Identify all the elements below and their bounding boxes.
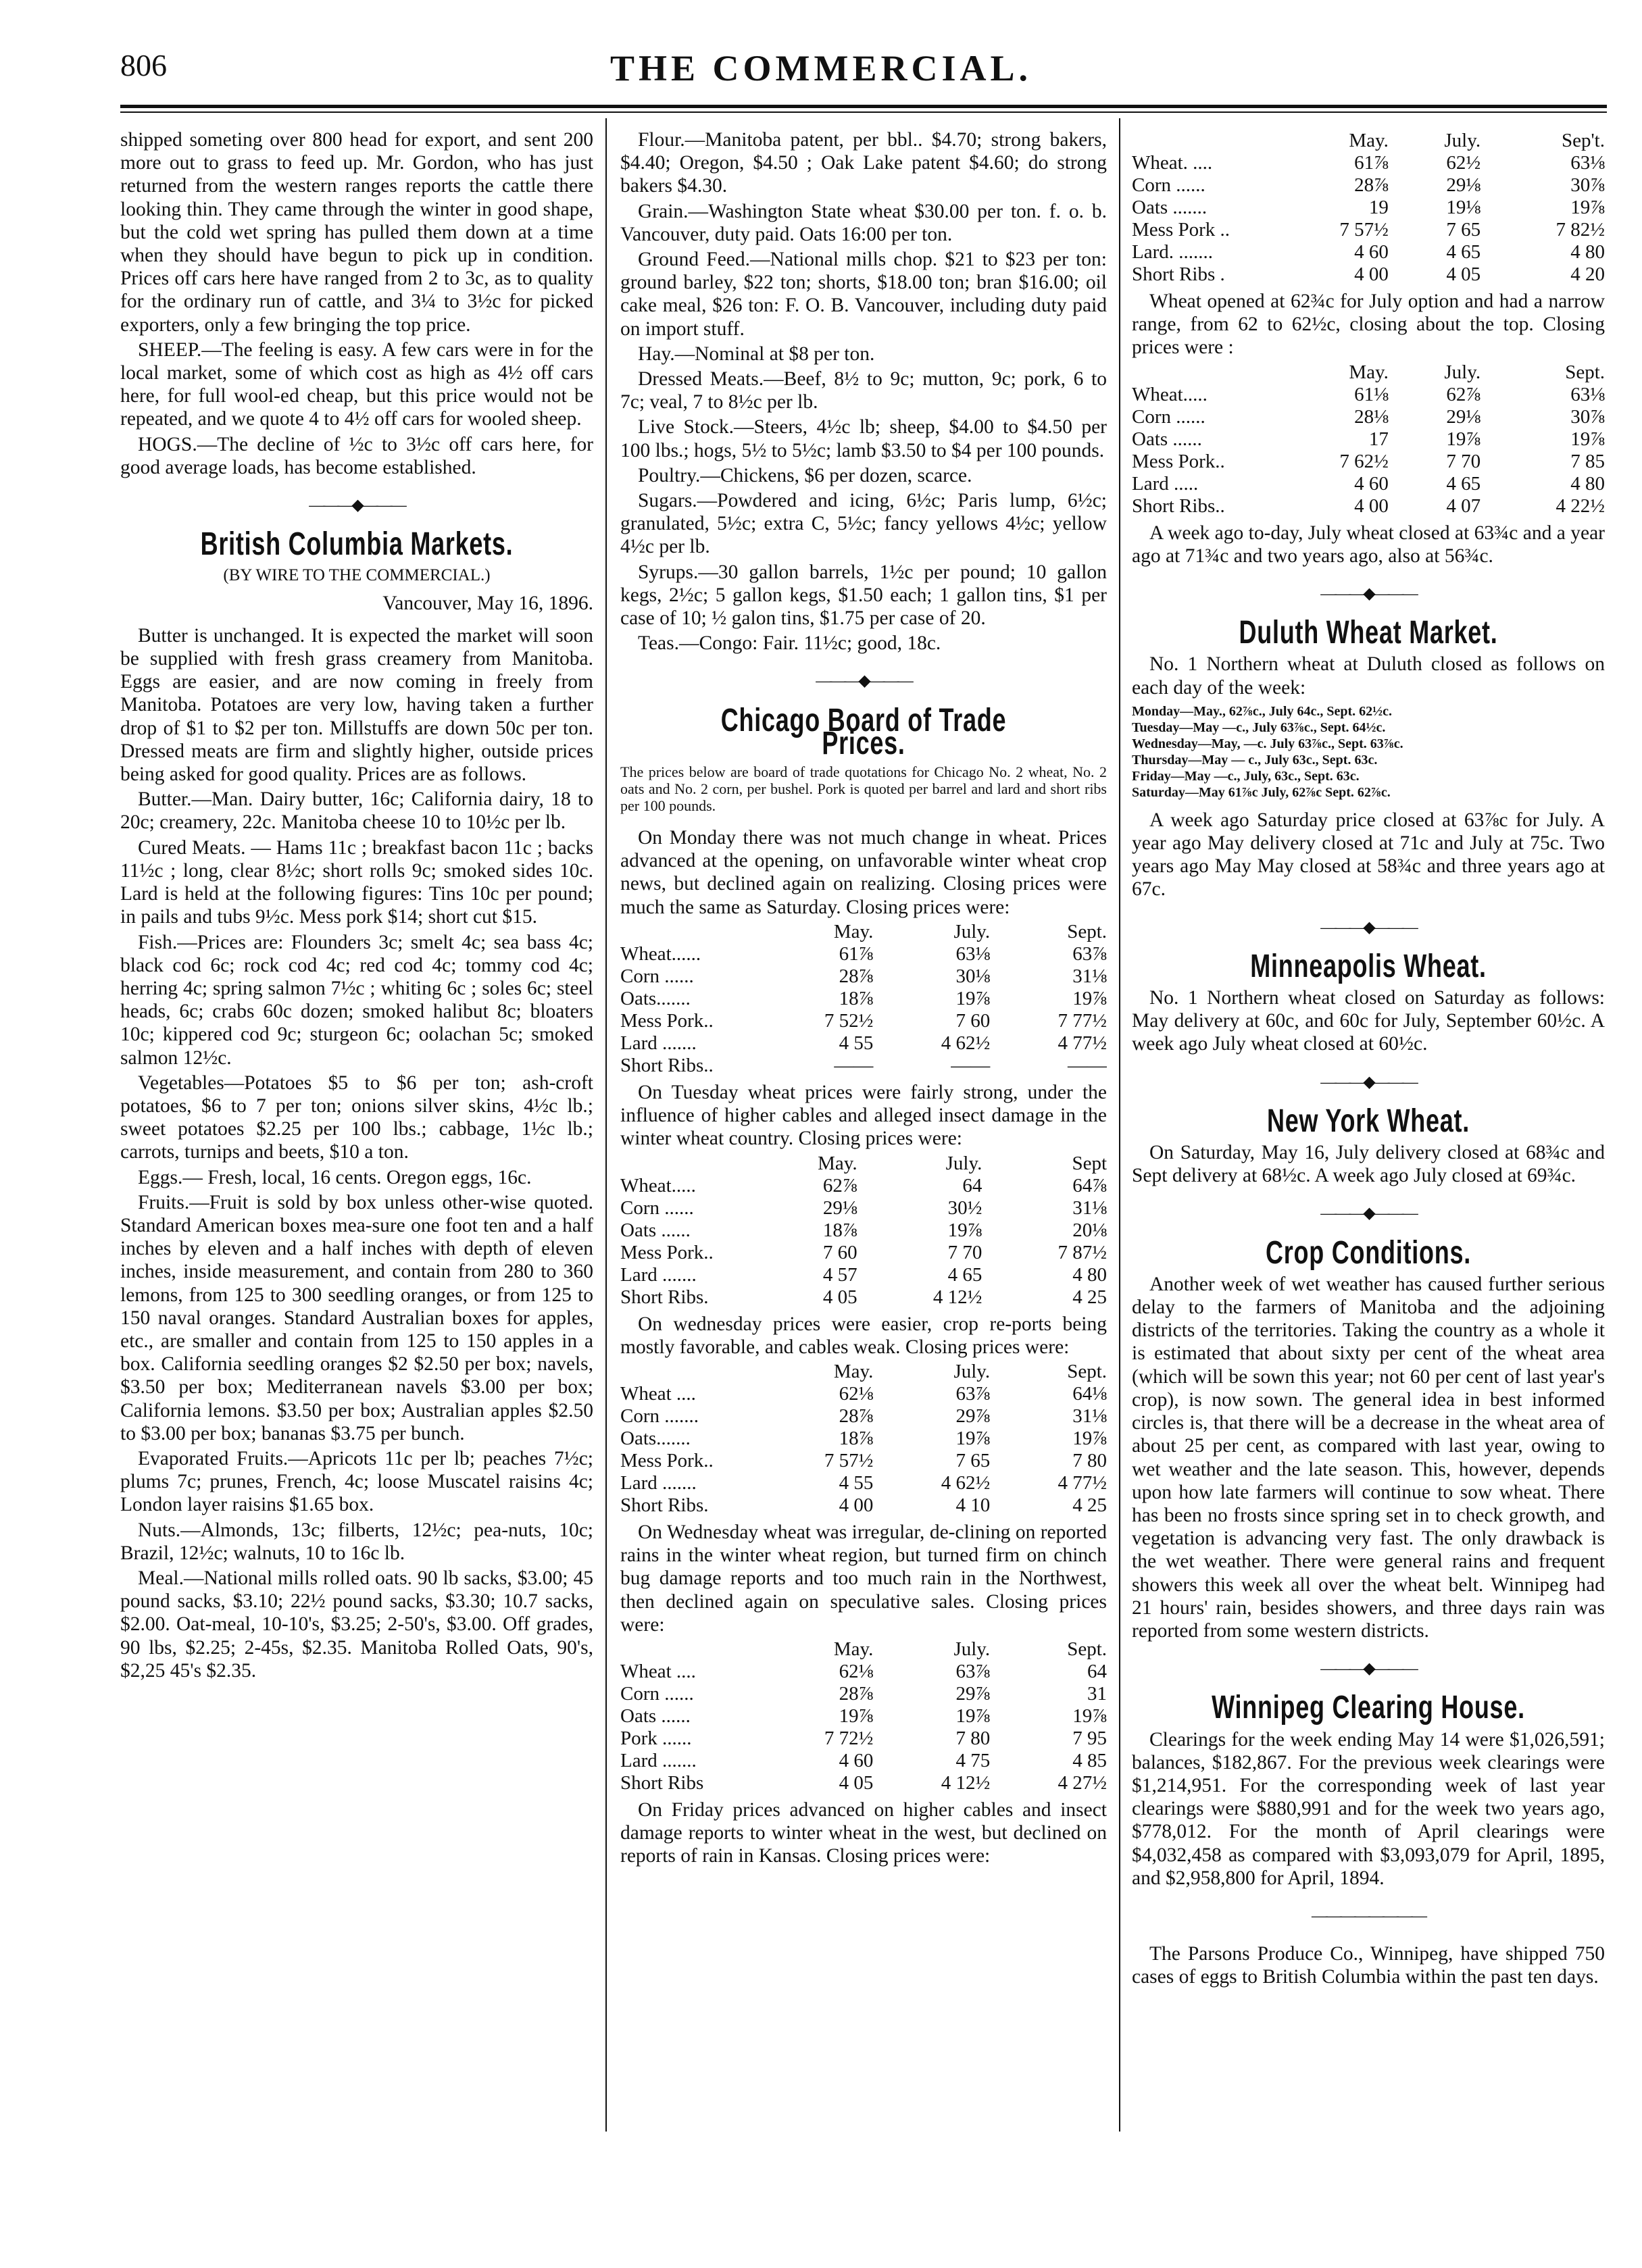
price-cell: 7 65	[1446, 219, 1481, 241]
price-cell: 31⅛	[1072, 1405, 1107, 1427]
bc-markets-heading: British Columbia Markets.	[200, 526, 514, 563]
table-row	[1132, 263, 1605, 286]
price-cell: 4 00	[1354, 263, 1389, 285]
price-table-wednesday	[620, 1361, 1107, 1517]
table-row	[1132, 152, 1605, 174]
price-cell: 30⅛	[955, 965, 991, 987]
table-row	[1132, 495, 1605, 518]
table-header-cell	[620, 1638, 757, 1661]
price-cell: ——	[834, 1054, 874, 1076]
price-cell: 19⅞	[955, 1427, 991, 1449]
price-cell: 7 80	[1072, 1449, 1107, 1471]
duluth-summary-paragraph: A week ago Saturday price closed at 63⅞c for July. A year ago May delivery closed at 71c and July at 75c. Two years ago May May closed at 58¾c and three years ago at 67c.	[1132, 809, 1605, 901]
table-header-cell: July.	[953, 1638, 991, 1660]
price-cell: 4 05	[1446, 263, 1481, 285]
minneapolis-paragraph: No. 1 Northern wheat closed on Saturday as follows: May delivery at 60c, and 60c for July, September 60½c. A week ago July wheat closed at 60½c.	[1132, 987, 1605, 1055]
week-ago-paragraph: A week ago to-day, July wheat closed at 63¾c and a year ago at 71¾c and two years ago, also at 56¾c.	[1132, 522, 1605, 567]
commodity-cell: Lard. .......	[1132, 241, 1213, 263]
table-row	[620, 1175, 1107, 1197]
table-row	[620, 1772, 1107, 1794]
table-header-cell: Sept	[1072, 1152, 1107, 1174]
price-cell: 61⅞	[1354, 152, 1389, 174]
price-cell: 4 80	[1570, 472, 1605, 495]
winnipeg-clearing-paragraph: Clearings for the week ending May 14 were $1,026,591; balances, $182,867. For the previous week clearings were $1,214,951. For the corresponding week of last year clearings were $880,991 and for the week two years ago, $778,012. For the month of April clearings were $4,032,458 as compared with $3,093,079 for April, 1895, and $2,958,800 for April, 1894.	[1132, 1728, 1605, 1889]
price-cell: 62⅛	[839, 1382, 874, 1405]
table-row	[620, 1286, 1107, 1309]
ornament-rule: ————————	[1312, 1907, 1425, 1925]
ground-feed-paragraph: Ground Feed.—National mills chop. $21 to $23 per ton: ground barley, $22 ton; shorts, $18.00 ton; bran $16.00; oil cake meal, $26 ton: F. O. B. Vancouver, including duty paid on import stuff.	[620, 249, 1107, 340]
table-row	[1132, 174, 1605, 197]
price-cell: 4 57	[822, 1263, 857, 1286]
new-york-heading: New York Wheat.	[1267, 1103, 1470, 1139]
bc-dateline: Vancouver, May 16, 1896.	[382, 592, 593, 614]
price-cell: 4 80	[1072, 1263, 1107, 1286]
meal-paragraph: Meal.—National mills rolled oats. 90 lb sacks, $3.00; 45 pound sacks, $3.10; 22½ pound sacks, $3.30; 10.7 sacks, $2.00. Oat-meal, 10-10's, $3.25; 2-50's, $3.00. Off grades, 90 lbs, $2.25; 2-45s, $2.35. Manitoba Rolled Oats, 90's, $2,25 45's $2.35.	[120, 1567, 593, 1682]
price-cell: 7 87½	[1058, 1241, 1107, 1263]
table-header-cell: Sept.	[1565, 361, 1605, 383]
table-header-cell	[620, 1361, 757, 1383]
commodity-cell: Corn ......	[1132, 174, 1205, 196]
table-row	[1132, 473, 1605, 495]
table-header-row	[620, 921, 1107, 943]
price-cell: 19⅛	[1446, 197, 1481, 218]
price-cell: 7 60	[955, 1009, 991, 1032]
column-divider	[605, 118, 607, 2132]
table-row	[620, 1010, 1107, 1032]
table-row	[620, 965, 1107, 988]
table-row	[620, 988, 1107, 1010]
saturday-paragraph: Wheat opened at 62¾c for July option and had a narrow range, from 62 to 62½c, closing about the top. Closing prices were :	[1132, 291, 1605, 359]
ornament-rule: ———◆———	[1320, 918, 1416, 936]
commodity-cell: Lard .....	[1132, 472, 1199, 495]
price-cell: 19⅞	[1570, 428, 1605, 450]
table-row	[1132, 384, 1605, 406]
hay-paragraph: Hay.—Nominal at $8 per ton.	[638, 343, 875, 365]
price-cell: 19⅞	[1570, 197, 1605, 218]
price-cell: 7 82½	[1556, 219, 1605, 241]
price-cell: 4 62½	[941, 1032, 991, 1054]
table-header-cell: Sep't.	[1561, 130, 1605, 151]
ornament-rule: ———◆———	[1320, 1660, 1416, 1678]
price-cell: 4 77½	[1058, 1471, 1107, 1494]
price-cell: 4 55	[839, 1471, 874, 1494]
table-header-cell: Sept.	[1067, 1638, 1107, 1660]
table-header-cell: May.	[818, 1152, 857, 1174]
column-1	[120, 128, 593, 2128]
table-header-cell: May.	[833, 1360, 874, 1382]
table-row	[620, 1383, 1107, 1405]
commodity-cell: Wheat.....	[1132, 383, 1208, 405]
hogs-paragraph: HOGS.—The decline of ½c to 3½c off cars here, for good average loads, has become established.	[120, 433, 593, 478]
price-cell: 64	[1087, 1660, 1107, 1682]
price-cell: 29⅛	[822, 1196, 857, 1219]
price-cell: 4 60	[839, 1749, 874, 1771]
price-table-thursday	[620, 1638, 1107, 1794]
commodity-cell: Wheat.....	[620, 1174, 696, 1196]
page-number: 806	[120, 48, 167, 82]
table-header-cell	[1132, 130, 1264, 152]
price-cell: 4 22½	[1556, 495, 1605, 517]
ornament-rule: ———◆———	[309, 497, 405, 515]
price-cell: 64	[962, 1174, 982, 1196]
table-header-cell: May.	[1349, 361, 1389, 383]
price-cell: 29⅞	[955, 1405, 991, 1427]
ornament-rule: ———◆———	[1320, 1205, 1416, 1223]
table-row	[620, 1750, 1107, 1772]
price-cell: 4 00	[1354, 495, 1389, 517]
commodity-cell: Short Ribs.	[620, 1494, 709, 1516]
crop-conditions-heading: Crop Conditions.	[1266, 1234, 1471, 1271]
price-cell: 7 62½	[1339, 450, 1389, 472]
price-cell: 7 57½	[824, 1449, 874, 1471]
commodity-cell: Corn ......	[620, 965, 694, 987]
bc-subheading: (BY WIRE TO THE COMMERCIAL.)	[223, 566, 491, 585]
price-cell: 7 57½	[1339, 219, 1389, 241]
price-cell: 4 05	[822, 1286, 857, 1308]
price-cell: 18⅞	[839, 1427, 874, 1449]
commodity-cell: Lard .......	[620, 1032, 697, 1054]
table-row	[1132, 451, 1605, 473]
cattle-paragraph: shipped someting over 800 head for export, and sent 200 more out to grass to feed up. Mr. Gordon, who has just returned from the western ranges reports the cattle there looking thin. They came through the winter in good shape, but the cold wet spring has pulled them down at a time when they should have begun to pick up in condition. Prices off cars here have ranged from 2 to 3c, as to quality for the ordinary run of cattle, and 3¼ to 3½c for picked exporters, only a few bringing the top price.	[120, 129, 593, 336]
table-row	[620, 1661, 1107, 1683]
price-cell: 4 55	[839, 1032, 874, 1054]
teas-paragraph: Teas.—Congo: Fair. 11½c; good, 18c.	[638, 632, 941, 655]
table-row	[620, 1450, 1107, 1472]
vegetables-paragraph: Vegetables—Potatoes $5 to $6 per ton; ash-croft potatoes, $6 to 7 per ton; onions silver skins, 4½c lb.; sweet potatoes $2.25 per 100 lbs.; cabbage, 1½c lb.; carrots, turnips and beets, $10 a ton.	[120, 1072, 593, 1163]
price-table-monday	[620, 921, 1107, 1077]
price-cell: 29⅛	[1446, 174, 1481, 196]
duluth-day-line: Monday—May., 62⅞c., July 64c., Sept. 62½c.	[1132, 703, 1392, 719]
commodity-cell: Wheat. ....	[1132, 152, 1213, 174]
commodity-cell: Wheat......	[620, 942, 701, 965]
price-cell: 7 85	[1570, 450, 1605, 472]
price-cell: 4 65	[947, 1263, 982, 1286]
table-row	[1132, 406, 1605, 428]
price-cell: 4 25	[1072, 1286, 1107, 1308]
price-cell: 17	[1368, 428, 1389, 450]
duluth-daily-list	[1132, 703, 1605, 801]
table-header-cell	[620, 1153, 757, 1175]
price-cell: 4 07	[1446, 495, 1481, 517]
column-divider	[1119, 118, 1120, 2132]
table-row	[1132, 197, 1605, 219]
table-header-cell: May.	[1349, 130, 1389, 151]
table-row	[1132, 428, 1605, 451]
commodity-cell: Oats.......	[620, 1427, 691, 1449]
thursday-paragraph: On Wednesday wheat was irregular, de-clining on reported rains in the winter wheat region, but turned firm on chinch bug damage reports and too much rain in the Northwest, then declined again on speculative sales. Closing prices were:	[620, 1521, 1107, 1636]
header-rule-thin	[120, 111, 1607, 113]
table-row	[1132, 241, 1605, 263]
chicago-note: The prices below are board of trade quotations for Chicago No. 2 wheat, No. 2 oats and No. 2 corn, per bushel. Pork is quoted per barrel and lard and short ribs per 100 pounds.	[620, 763, 1107, 815]
table-row	[620, 1197, 1107, 1219]
commodity-cell: Short Ribs .	[1132, 263, 1225, 285]
duluth-day-line: Friday—May —c., July, 63c., Sept. 63c.	[1132, 768, 1360, 784]
sheep-paragraph: SHEEP.—The feeling is easy. A few cars were in for the local market, some of which cost as high as 4½ off cars here, for full wool-ed cheap, but this price would not be repeated, and we quote 4 to 4½ off cars for wooled sheep.	[120, 338, 593, 430]
price-cell: 4 00	[839, 1494, 874, 1516]
table-header-row	[620, 1361, 1107, 1383]
syrups-paragraph: Syrups.—30 gallon barrels, 1½c per pound; 10 gallon kegs, 2½c; 5 gallon kegs, $1.50 each; 1 gallon tins, $1 per case of 10; ½ galon tins, $1.75 per case of 20.	[620, 561, 1107, 630]
price-cell: 7 52½	[824, 1009, 874, 1032]
price-cell: 7 70	[1446, 450, 1481, 472]
price-cell: 28⅞	[839, 1682, 874, 1705]
commodity-cell: Corn ......	[620, 1682, 694, 1705]
table-header-row	[1132, 130, 1605, 152]
table-row	[620, 1705, 1107, 1728]
commodity-cell: Mess Pork..	[620, 1241, 714, 1263]
cured-meats-paragraph: Cured Meats. — Hams 11c ; breakfast bacon 11c ; backs 11½c ; long, clear 8½c; short rolls 9c; smoked sides 10c. Lard is held at the following figures: Tins 10c per pound; in pails and tubs 9½c. Mess pork $14; short cut $15.	[120, 836, 593, 928]
price-cell: 7 80	[955, 1727, 991, 1749]
commodity-cell: Oats.......	[620, 987, 691, 1009]
commodity-cell: Short Ribs.	[620, 1286, 709, 1308]
price-cell: 63⅞	[1072, 942, 1107, 965]
price-cell: 18⅞	[839, 987, 874, 1009]
table-header-row	[1132, 361, 1605, 384]
commodity-cell: Pork ......	[620, 1727, 692, 1749]
monday-paragraph: On Monday there was not much change in wheat. Prices advanced at the opening, on unfavorable winter wheat crop news, but declined again on realizing. Closing prices were much the same as Saturday. Closing prices were:	[620, 827, 1107, 918]
duluth-day-line: Saturday—May 61⅞c July, 62⅞c Sept. 62⅞c.	[1132, 784, 1391, 800]
price-cell: 61⅛	[1354, 383, 1389, 405]
table-header-cell: May.	[833, 920, 874, 942]
commodity-cell: Oats .......	[1132, 197, 1208, 218]
price-cell: 63⅛	[955, 942, 991, 965]
price-cell: 29⅛	[1446, 405, 1481, 428]
duluth-day-line: Thursday—May — c., July 63c., Sept. 63c.	[1132, 752, 1378, 767]
price-cell: 7 65	[955, 1449, 991, 1471]
live-stock-paragraph: Live Stock.—Steers, 4½c lb; sheep, $4.00 to $4.50 per 100 lbs.; hogs, 5½ to 5½c; lamb $3.50 to $4 per 100 pounds.	[620, 416, 1107, 461]
column-3	[1132, 128, 1605, 2128]
price-cell: 28⅞	[1354, 174, 1389, 196]
price-cell: 28⅞	[839, 1405, 874, 1427]
table-row	[620, 1472, 1107, 1494]
commodity-cell: Mess Pork ..	[1132, 219, 1230, 241]
table-row	[620, 1219, 1107, 1242]
nuts-paragraph: Nuts.—Almonds, 13c; filberts, 12½c; pea-nuts, 10c; Brazil, 12½c; walnuts, 10 to 16c lb.	[120, 1519, 593, 1564]
commodity-cell: Corn .......	[620, 1405, 699, 1427]
price-cell: 4 85	[1072, 1749, 1107, 1771]
chicago-heading: Chicago Board of Trade Prices.	[720, 702, 1007, 761]
table-row	[620, 1264, 1107, 1286]
price-cell: 4 65	[1446, 472, 1481, 495]
price-cell: 64⅛	[1072, 1382, 1107, 1405]
grain-paragraph: Grain.—Washington State wheat $30.00 per ton. f. o. b. Vancouver, duty paid. Oats 16:00 per ton.	[620, 200, 1107, 245]
price-cell: 7 70	[947, 1241, 982, 1263]
price-cell: 19	[1368, 197, 1389, 218]
duluth-paragraph: No. 1 Northern wheat at Duluth closed as follows on each day of the week:	[1132, 653, 1605, 699]
price-cell: 30½	[947, 1196, 982, 1219]
price-cell: 62⅞	[1446, 383, 1481, 405]
commodity-cell: Short Ribs..	[1132, 495, 1225, 517]
wednesday-paragraph: On wednesday prices were easier, crop re-ports being mostly favorable, and cables weak. Closing prices were:	[620, 1313, 1107, 1358]
commodity-cell: Oats ......	[1132, 428, 1202, 450]
table-header-cell	[1132, 361, 1264, 384]
price-cell: 19⅞	[955, 987, 991, 1009]
price-cell: 62½	[1446, 152, 1481, 174]
price-cell: 4 12½	[932, 1286, 982, 1308]
parsons-paragraph: The Parsons Produce Co., Winnipeg, have shipped 750 cases of eggs to British Columbia within the past ten days.	[1132, 1943, 1605, 1988]
price-cell: 7 95	[1072, 1727, 1107, 1749]
price-cell: 4 77½	[1058, 1032, 1107, 1054]
price-cell: 28⅞	[839, 965, 874, 987]
price-cell: 4 20	[1570, 263, 1605, 285]
butter-paragraph: Butter.—Man. Dairy butter, 16c; California dairy, 18 to 20c; creamery, 22c. Manitoba cheese 10 to 10½c per lb.	[120, 788, 593, 834]
commodity-cell: Wheat ....	[620, 1382, 696, 1405]
price-cell: 4 05	[839, 1771, 874, 1794]
sugars-paragraph: Sugars.—Powdered and icing, 6½c; Paris lump, 6½c; granulated, 5½c; extra C, 5½c; fancy yellows 4½c; yellow 4½c per lb.	[620, 490, 1107, 558]
table-header-cell: Sept.	[1067, 920, 1107, 942]
commodity-cell: Mess Pork..	[620, 1449, 714, 1471]
price-cell: 19⅞	[1446, 428, 1481, 450]
ornament-rule: ———◆———	[816, 672, 912, 690]
price-cell: 20⅛	[1072, 1219, 1107, 1241]
price-cell: 4 10	[955, 1494, 991, 1516]
evaporated-fruits-paragraph: Evaporated Fruits.—Apricots 11c per lb; peaches 7½c; plums 7c; prunes, French, 4c; loose Muscatel raisins 4c; London layer raisins $1.65 box.	[120, 1447, 593, 1516]
fruits-paragraph: Fruits.—Fruit is sold by box unless other-wise quoted. Standard American boxes mea-sure one foot ten and a half inches by eleven and a half inches with depth of eleven inches, inside measurement, and contain from 280 to 360 lemons, from 125 to 300 seedling oranges, or from 125 to 150 naval oranges. Standard Australian boxes for apples, etc., are smaller and contain from 125 to 150 apples in a box. California seedling oranges $2 $2.50 per box; navels, $3.50 per box; Mediterranean navels $3.00 per box; California lemons. $3.50 per box; Australian apples $2.50 to $3.00 per box; bananas $3.75 per bunch.	[120, 1191, 593, 1444]
price-cell: 28⅛	[1354, 405, 1389, 428]
price-cell: 4 12½	[941, 1771, 991, 1794]
duluth-heading: Duluth Wheat Market.	[1239, 615, 1498, 651]
price-table-friday	[1132, 130, 1605, 286]
commodity-cell: Lard .......	[620, 1471, 697, 1494]
minneapolis-heading: Minneapolis Wheat.	[1250, 948, 1487, 984]
price-cell: 4 80	[1570, 241, 1605, 263]
price-cell: 31⅛	[1072, 1196, 1107, 1219]
price-table-tuesday	[620, 1153, 1107, 1309]
table-row	[620, 943, 1107, 965]
price-cell: 19⅞	[839, 1705, 874, 1727]
price-cell: 4 25	[1072, 1494, 1107, 1516]
price-cell: 19⅞	[1072, 1427, 1107, 1449]
flour-paragraph: Flour.—Manitoba patent, per bbl.. $4.70; strong bakers, $4.40; Oregon, $4.50 ; Oak Lake patent $4.60; do strong bakers $4.30.	[620, 129, 1107, 197]
price-cell: 4 75	[955, 1749, 991, 1771]
table-row	[620, 1428, 1107, 1450]
table-header-cell: July.	[1444, 361, 1481, 383]
newspaper-title: THE COMMERCIAL.	[609, 48, 1032, 89]
price-cell: 62⅛	[839, 1660, 874, 1682]
table-header-cell: July.	[953, 1360, 991, 1382]
table-row	[620, 1032, 1107, 1055]
table-row	[620, 1405, 1107, 1428]
price-table-saturday	[1132, 361, 1605, 518]
price-cell: 31⅛	[1072, 965, 1107, 987]
price-cell: 19⅞	[1072, 1705, 1107, 1727]
commodity-cell: Corn ......	[1132, 405, 1205, 428]
table-row	[620, 1242, 1107, 1264]
commodity-cell: Short Ribs..	[620, 1054, 714, 1076]
price-cell: 7 60	[822, 1241, 857, 1263]
price-cell: 4 65	[1446, 241, 1481, 263]
price-cell: 63⅞	[955, 1382, 991, 1405]
bc-intro-paragraph: Butter is unchanged. It is expected the market will soon be supplied with fresh grass creamery from Manitoba. Eggs are easier, and are now coming in freely from Manitoba. Potatoes are very low, having taken a further drop of $1 to $2 per ton. Millstuffs are down 50c per ton. Dressed meats are firm and slightly higher, outside prices being asked for good quality. Prices are as follows.	[120, 624, 593, 786]
crop-conditions-paragraph: Another week of wet weather has caused further serious delay to the farmers of Manitoba and the adjoining districts of the territories. Taking the country as a whole it is estimated that about sixty per cent of the wheat area (which will be sown this year; not 60 per cent of last year's crop), is now sown. The general idea in best informed circles is, that there will be a decrease in the wheat area of about 25 per cent, as compared with last year, owing to wet weather and the late season. This, however, depends upon how late farmers will continue to sow wheat. There has been no frosts since spring set in to check growth, and vegetation is advancing very fast. The only drawback is the wet weather. There were general rains and frequent showers this week all over the wheat belt. Winnipeg had 21 hours' rain, besides showers, and three days rain was reported from some western districts.	[1132, 1273, 1605, 1642]
duluth-day-line: Tuesday—May —c., July 63⅞c., Sept. 64½c.	[1132, 720, 1386, 735]
commodity-cell: Wheat ....	[620, 1660, 696, 1682]
price-cell: 4 60	[1354, 472, 1389, 495]
price-cell: 29⅞	[955, 1682, 991, 1705]
price-cell: 7 77½	[1058, 1009, 1107, 1032]
commodity-cell: Lard .......	[620, 1749, 697, 1771]
price-cell: 63⅛	[1570, 383, 1605, 405]
price-cell: 19⅞	[1072, 987, 1107, 1009]
price-cell: 63⅛	[1570, 152, 1605, 174]
commodity-cell: Short Ribs	[620, 1771, 704, 1794]
table-row	[1132, 219, 1605, 241]
price-cell: 31	[1087, 1682, 1107, 1705]
table-header-cell: July.	[953, 920, 991, 942]
header-rule	[120, 105, 1607, 108]
column-2	[620, 128, 1107, 2128]
table-row	[620, 1055, 1107, 1077]
winnipeg-clearing-heading: Winnipeg Clearing House.	[1212, 1690, 1525, 1726]
price-cell: 19⅞	[955, 1705, 991, 1727]
table-header-cell: July.	[1444, 130, 1481, 151]
table-row	[620, 1728, 1107, 1750]
price-cell: 4 27½	[1058, 1771, 1107, 1794]
tuesday-paragraph: On Tuesday wheat prices were fairly strong, under the influence of higher cables and alleged insect damage in the winter wheat country. Closing prices were:	[620, 1081, 1107, 1150]
table-row	[620, 1494, 1107, 1517]
price-cell: 30⅞	[1570, 174, 1605, 196]
table-header-cell: Sept.	[1067, 1360, 1107, 1382]
price-cell: 19⅞	[947, 1219, 982, 1241]
eggs-paragraph: Eggs.— Fresh, local, 16 cents. Oregon eggs, 16c.	[138, 1166, 532, 1188]
price-cell: 64⅞	[1072, 1174, 1107, 1196]
commodity-cell: Corn ......	[620, 1196, 694, 1219]
commodity-cell: Oats ......	[620, 1219, 691, 1241]
table-row	[620, 1683, 1107, 1705]
table-header-row	[620, 1638, 1107, 1661]
commodity-cell: Mess Pork..	[1132, 450, 1225, 472]
price-cell: 62⅞	[822, 1174, 857, 1196]
duluth-day-line: Wednesday—May, —c. July 63⅞c., Sept. 63⅞c.	[1132, 736, 1403, 751]
price-cell: ——	[951, 1054, 991, 1076]
price-cell: 30⅞	[1570, 405, 1605, 428]
ornament-rule: ———◆———	[1320, 585, 1416, 603]
price-cell: 7 72½	[824, 1727, 874, 1749]
commodity-cell: Oats ......	[620, 1705, 691, 1727]
new-york-paragraph: On Saturday, May 16, July delivery closed at 68¾c and Sept delivery at 68½c. A week ago July closed at 69¾c.	[1132, 1142, 1605, 1187]
table-header-cell: July.	[945, 1152, 982, 1174]
friday-paragraph: On Friday prices advanced on higher cables and insect damage reports to winter wheat in the west, but declined on reports of rain in Kansas. Closing prices were:	[620, 1798, 1107, 1867]
table-header-row	[620, 1153, 1107, 1175]
table-header-cell	[620, 921, 757, 943]
fish-paragraph: Fish.—Prices are: Flounders 3c; smelt 4c; sea bass 4c; black cod 6c; rock cod 4c; red cod 4c; tommy cod 4c; herring 4c; spring salmon 7½c ; whiting 6c ; soles 6c; steel heads, 6c; crabs 60c dozen; smoked halibut 8c; bloaters 10c; kippered cod 9c; sturgeon 6c; oolachan 5c; smoked salmon 12½c.	[120, 931, 593, 1069]
commodity-cell: Mess Pork..	[620, 1009, 714, 1032]
commodity-cell: Lard .......	[620, 1263, 697, 1286]
poultry-paragraph: Poultry.—Chickens, $6 per dozen, scarce.	[638, 464, 972, 486]
price-cell: 4 62½	[941, 1471, 991, 1494]
price-cell: 18⅞	[822, 1219, 857, 1241]
ornament-rule: ———◆———	[1320, 1073, 1416, 1091]
price-cell: 61⅞	[839, 942, 874, 965]
price-cell: 63⅞	[955, 1660, 991, 1682]
table-header-cell: May.	[833, 1638, 874, 1660]
price-cell: ——	[1068, 1054, 1107, 1076]
dressed-meats-paragraph: Dressed Meats.—Beef, 8½ to 9c; mutton, 9c; pork, 6 to 7c; veal, 7 to 8½c per lb.	[620, 368, 1107, 413]
price-cell: 4 60	[1354, 241, 1389, 263]
